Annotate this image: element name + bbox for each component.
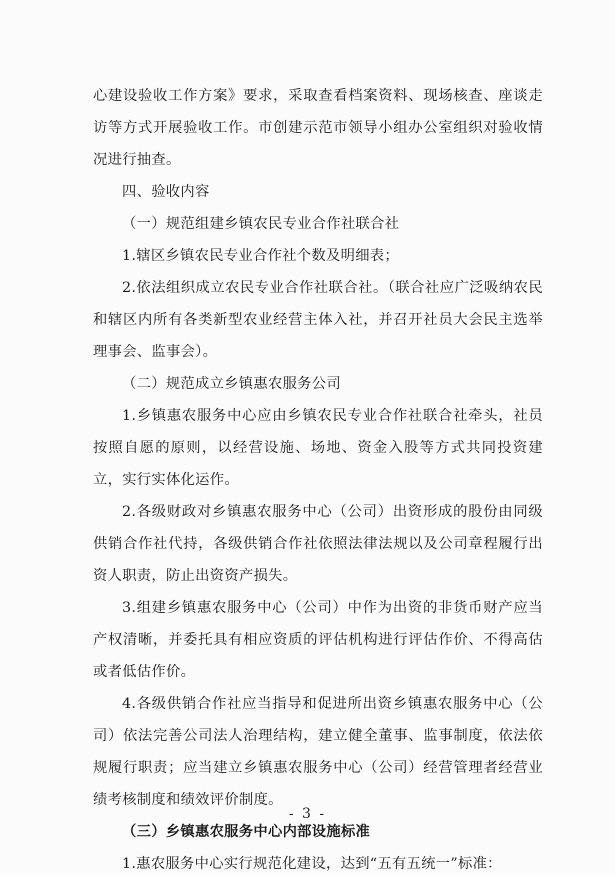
paragraph-item: 4.各级供销合作社应当指导和促进所出资乡镇惠农服务中心（公司）依法完善公司法人治理结构，建立健全董事、监事制度，依法依规履行职责；应当建立乡镇惠农服务中心（公司）经营管理者经营业绩考核制度和绩效评价制度。 (93, 696, 543, 808)
subsection-heading-1: （一）规范组建乡镇农民专业合作社联合社 (122, 216, 400, 232)
paragraph-item: 1.辖区乡镇农民专业合作社个数及明细表； (122, 248, 399, 264)
subsection-heading-3: （三）乡镇惠农服务中心内部设施标准 (122, 824, 371, 840)
paragraph-item: 3.组建乡镇惠农服务中心（公司）中作为出资的非货币财产应当产权清晰，并委托具有相应资质的评估机构进行评估作价、不得高估或者低估作价。 (93, 600, 543, 680)
paragraph-item: 1.惠农服务中心实行规范化建设，达到“五有五统一”标准： (122, 856, 502, 872)
document-body (93, 80, 543, 880)
paragraph-intro: 心建设验收工作方案》要求，采取查看档案资料、现场核查、座谈走访等方式开展验收工作。市创建示范市领导小组办公室组织对验收情况进行抽查。 (93, 88, 543, 168)
section-heading-inspection-content: 四、验收内容 (122, 184, 210, 200)
page-number: - 3 - (288, 806, 327, 822)
paragraph-item: 2.各级财政对乡镇惠农服务中心（公司）出资形成的股份由同级供销合作社代持，各级供销合作社依照法律法规以及公司章程履行出资人职责，防止出资资产损失。 (93, 504, 543, 584)
paragraph-item: 1.乡镇惠农服务中心应由乡镇农民专业合作社联合社牵头，社员按照自愿的原则，以经营设施、场地、资金入股等方式共同投资建立，实行实体化运作。 (93, 408, 543, 488)
paragraph-item: 2.依法组织成立农民专业合作社联合社。（联合社应广泛吸纳农民和辖区内所有各类新型农业经营主体入社，并召开社员大会民主选举理事会、监事会）。 (93, 280, 543, 360)
subsection-heading-2: （二）规范成立乡镇惠农服务公司 (122, 376, 341, 392)
